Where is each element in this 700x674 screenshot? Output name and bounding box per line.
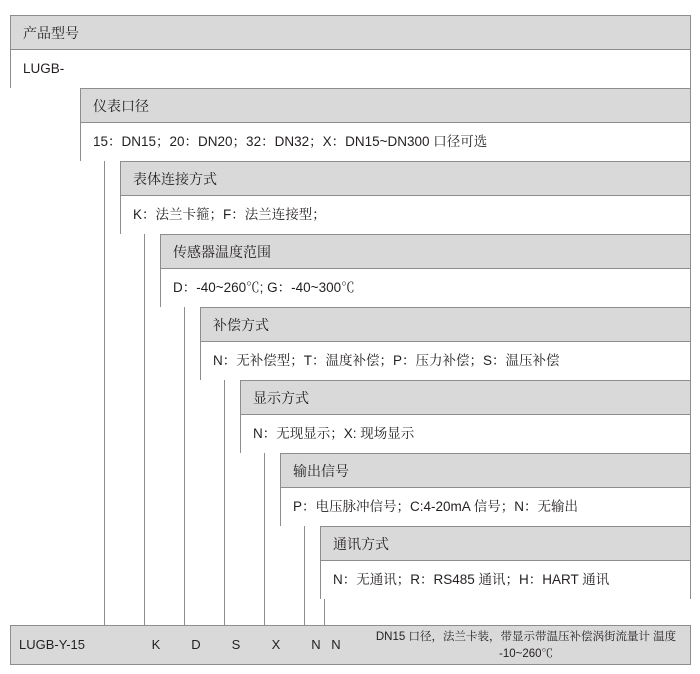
example-code-1: K	[151, 637, 161, 652]
example-code-3: S	[231, 637, 241, 652]
block-compensation-mode	[200, 307, 691, 380]
example-code-2: D	[191, 637, 201, 652]
block-body-meter-bore: 15：DN15；20：DN20；32：DN32；X：DN15~DN300 口径可选	[81, 123, 690, 161]
connector-line-3	[184, 256, 185, 625]
block-header-output-signal: 输出信号	[281, 454, 690, 488]
block-meter-bore	[80, 88, 691, 161]
example-model-row	[10, 625, 691, 665]
block-header-product-model: 产品型号	[11, 16, 690, 50]
block-product-model	[10, 15, 691, 88]
example-model-code: LUGB-Y-15	[19, 637, 85, 652]
block-body-output-signal: P：电压脉冲信号；C:4-20mA 信号；N：无输出	[281, 488, 690, 526]
block-body-product-model: LUGB-	[11, 50, 690, 88]
example-code-6: N	[331, 637, 341, 652]
connector-line-1	[104, 110, 105, 625]
block-header-sensor-temp-range: 传感器温度范围	[161, 235, 690, 269]
block-header-compensation-mode: 补偿方式	[201, 308, 690, 342]
block-body-body-connection: K：法兰卡箍；F：法兰连接型；	[121, 196, 690, 234]
block-body-display-mode: N：无现显示；X: 现场显示	[241, 415, 690, 453]
connector-line-2	[144, 183, 145, 625]
block-header-communication-mode: 通讯方式	[321, 527, 690, 561]
block-header-display-mode: 显示方式	[241, 381, 690, 415]
block-sensor-temp-range	[160, 234, 691, 307]
block-body-sensor-temp-range: D：-40~260℃; G：-40~300℃	[161, 269, 690, 307]
example-code-4: X	[271, 637, 281, 652]
block-output-signal	[280, 453, 691, 526]
block-communication-mode	[320, 526, 691, 599]
example-code-5: N	[311, 637, 321, 652]
block-body-communication-mode: N：无通讯；R：RS485 通讯；H：HART 通讯	[321, 561, 690, 599]
block-body-connection	[120, 161, 691, 234]
block-display-mode	[240, 380, 691, 453]
block-body-compensation-mode: N：无补偿型；T：温度补偿；P：压力补偿；S：温压补偿	[201, 342, 690, 380]
block-header-meter-bore: 仪表口径	[81, 89, 690, 123]
block-header-body-connection: 表体连接方式	[121, 162, 690, 196]
example-description: DN15 口径，法兰卡装，带显示带温压补偿涡街流量计 温度 -10~260℃	[375, 631, 677, 660]
